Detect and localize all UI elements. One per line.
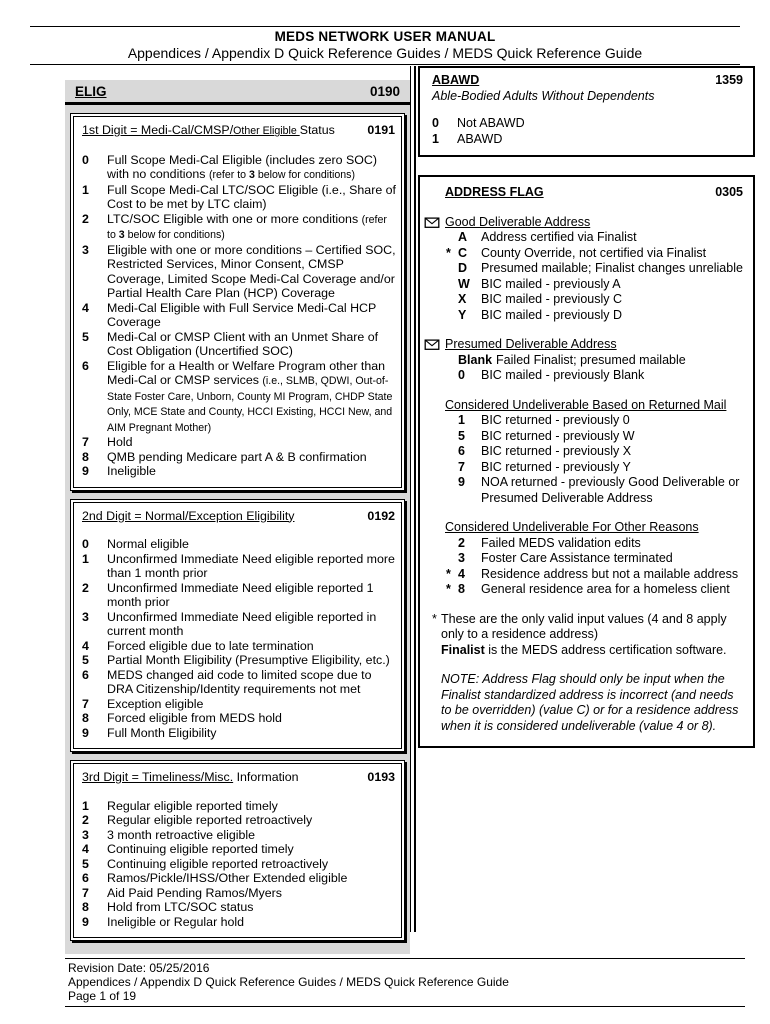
abawd-subtitle: Able-Bodied Adults Without Dependents (432, 88, 655, 103)
item-text (107, 183, 397, 212)
asterisk-marker: * (446, 245, 451, 260)
item-key: 5 (82, 329, 89, 344)
elig-label: ELIG (75, 84, 107, 99)
text-run: 3rd Digit = Timeliness/Misc. (82, 770, 234, 784)
list-item (80, 813, 397, 828)
text-run: QMB pending Medicare part A & B confirmation (107, 449, 367, 464)
item-text (481, 246, 743, 262)
text-run: NOA returned - previously Good Deliverable or Presumed Deliverable Address (481, 475, 740, 505)
item-key: 4 (82, 638, 89, 653)
list-item (80, 857, 397, 872)
address-flag-title: ADDRESS FLAG (445, 185, 544, 199)
item-text (107, 668, 397, 697)
item-text (107, 697, 397, 712)
list-item (80, 330, 397, 359)
list-item (80, 799, 397, 814)
text-run: Regular eligible reported timely (107, 798, 278, 813)
text-run: Failed Finalist; presumed mailable (496, 352, 686, 367)
item-key: 6 (458, 444, 465, 458)
envelope-icon (424, 338, 440, 351)
elig-boxes (65, 113, 410, 941)
section-heading: Considered Undeliverable For Other Reasons (445, 520, 699, 534)
abawd-title: ABAWD (432, 73, 480, 87)
text-run: 1st Digit = Medi-Cal/CMSP/ (82, 123, 234, 137)
item-key: X (458, 292, 467, 306)
envelope-icon (424, 216, 440, 229)
item-text (107, 842, 397, 857)
item-text (481, 261, 743, 277)
item-text (107, 871, 397, 886)
text-run: County Override, not certified via Finalist (481, 245, 707, 260)
text-run: 3 month retroactive eligible (107, 827, 256, 842)
footer-page-number: Page 1 of 19 (68, 989, 137, 1003)
item-key: 0 (458, 368, 465, 382)
text-run: Regular eligible reported retroactively (107, 813, 313, 827)
item-text (107, 537, 397, 552)
right-column (418, 66, 755, 748)
elig-panel (65, 80, 410, 954)
list-item (80, 842, 397, 857)
list-item (80, 668, 397, 697)
list-item (458, 429, 743, 445)
address-flag-header (445, 185, 743, 201)
item-text (107, 711, 397, 726)
text-run: ABAWD (457, 131, 503, 146)
text-run: Other Eligible (233, 125, 300, 137)
item-key: 7 (82, 435, 89, 449)
text-run: Continuing eligible reported retroactively (107, 856, 329, 871)
item-key: Y (458, 307, 467, 322)
text-run: Continuing eligible reported timely (107, 842, 294, 856)
text-run: Presumed mailable; Finalist changes unreliable (481, 261, 743, 275)
list-item (80, 726, 397, 741)
text-run: below for conditions) (124, 229, 225, 241)
list-item (80, 711, 397, 726)
list-item (80, 581, 397, 610)
address-flag-section (445, 337, 743, 384)
digit-box (70, 499, 405, 753)
item-key: 3 (82, 827, 89, 842)
item-key: 6 (82, 871, 89, 885)
text-run: Information (233, 770, 299, 784)
text-run: These are the only valid input values (4 and 8 apply only to a residence address) (441, 611, 727, 641)
address-flag-section (445, 398, 743, 507)
item-key: 1 (82, 182, 89, 197)
item-text (107, 886, 397, 901)
digit-box-inner (73, 763, 402, 938)
item-key: 9 (458, 475, 465, 489)
text-run: Hold (107, 435, 133, 449)
text-run: Medi-Cal Eligible with Full Service Medi-Cal HCP Coverage (107, 300, 377, 329)
text-run: Forced eligible due to late termination (107, 638, 314, 653)
address-flag-section (445, 215, 743, 324)
text-run: (refer to (208, 169, 249, 181)
item-text (481, 308, 743, 324)
address-flag-box (418, 175, 755, 748)
text-run: Status (299, 123, 335, 137)
text-run: BIC mailed - previously D (481, 307, 623, 322)
text-run: Not ABAWD (457, 116, 525, 130)
list-item (446, 566, 743, 583)
item-text (107, 653, 397, 668)
item-text (457, 132, 743, 148)
digit-box-code: 0191 (367, 123, 395, 137)
item-text (107, 243, 397, 301)
list-item (80, 697, 397, 712)
item-key: 2 (82, 211, 89, 226)
item-key: W (458, 276, 470, 291)
abawd-box (418, 66, 755, 157)
list-item (80, 153, 397, 183)
text-run: Forced eligible from MEDS hold (107, 711, 282, 725)
item-text (481, 230, 743, 246)
item-key: 0 (82, 152, 89, 167)
footer-bottom-rule (65, 1006, 745, 1007)
list-item (80, 450, 397, 465)
item-key: 3 (82, 242, 89, 257)
footer-top-rule (65, 958, 745, 959)
text-run: BIC returned - previously X (481, 444, 632, 458)
list-item (458, 413, 743, 429)
digit-box-title (82, 509, 294, 524)
text-run: Ramos/Pickle/IHSS/Other Extended eligible (107, 871, 348, 885)
item-text (107, 301, 397, 330)
list-item (80, 653, 397, 668)
item-key: 4 (82, 300, 89, 315)
item-text (481, 277, 743, 293)
item-key: A (458, 230, 468, 244)
text-run: BIC returned - previously Y (481, 459, 631, 474)
item-key: 9 (82, 464, 89, 478)
footer-revision-date: Revision Date: 05/25/2016 (68, 961, 210, 975)
list-item (80, 915, 397, 930)
digit-box (70, 760, 405, 941)
section-heading: Considered Undeliverable Based on Returned Mail (445, 397, 727, 412)
text-run: Full Month Eligibility (107, 725, 217, 740)
item-text (107, 915, 397, 930)
text-run: Medi-Cal or CMSP Client with an Unmet Share of Cost Obligation (Uncertified SOC) (107, 329, 379, 358)
address-flag-note (441, 672, 743, 734)
item-text (107, 857, 397, 872)
item-text (481, 567, 743, 583)
item-text (107, 900, 397, 915)
digit-box-title-row (80, 770, 397, 785)
list-item (80, 828, 397, 843)
list-item (458, 261, 743, 277)
asterisk-marker: * (432, 611, 437, 626)
list-item (80, 212, 397, 243)
list-item (80, 886, 397, 901)
item-text (107, 581, 397, 610)
item-text (107, 726, 397, 741)
list-item (458, 353, 743, 369)
item-text (107, 435, 397, 450)
asterisk-marker: * (446, 566, 451, 581)
text-run: Normal eligible (107, 537, 189, 551)
list-item (458, 475, 743, 506)
envelope-glyph (424, 338, 440, 351)
envelope-glyph (424, 216, 440, 229)
item-key: 8 (82, 900, 89, 914)
item-key: 9 (82, 725, 89, 740)
list-item (80, 435, 397, 450)
text-run: Address certified via Finalist (481, 230, 637, 244)
item-text (107, 552, 397, 581)
text-run: General residence area for a homeless client (481, 582, 730, 596)
list-item (458, 292, 743, 308)
item-text (457, 116, 743, 132)
item-key: 1 (82, 798, 89, 813)
item-text (481, 429, 743, 445)
list-item (446, 245, 743, 262)
item-key: 2 (458, 535, 465, 550)
item-text (496, 353, 743, 369)
text-run: Hold from LTC/SOC status (107, 900, 254, 914)
item-text (481, 444, 743, 460)
column-divider-thick (414, 66, 416, 932)
item-key: 4 (458, 566, 465, 581)
item-key: 8 (82, 449, 89, 464)
text-run: LTC/SOC Eligible with one or more conditions (107, 211, 362, 226)
list-item (458, 460, 743, 476)
item-key: 7 (82, 696, 89, 711)
text-run: Partial Month Eligibility (Presumptive Eligibility, etc.) (107, 653, 390, 667)
list-item (432, 132, 743, 148)
text-run: Ineligible or Regular hold (107, 914, 245, 929)
list-item (80, 464, 397, 479)
list-item (80, 552, 397, 581)
text-run: 3 (249, 169, 255, 181)
item-key: 0 (432, 116, 439, 130)
elig-header-bar (65, 80, 410, 105)
item-key: 5 (82, 856, 89, 871)
item-key: 9 (82, 914, 89, 929)
section-heading: Good Deliverable Address (445, 214, 591, 229)
digit-box-inner (73, 502, 402, 750)
item-key: 3 (458, 551, 465, 565)
header-top-rule (30, 26, 740, 27)
list-item (80, 243, 397, 301)
abawd-items (432, 116, 743, 147)
item-key: 8 (82, 711, 89, 725)
list-item (80, 537, 397, 552)
item-text (107, 153, 397, 183)
footer-path: Appendices / Appendix D Quick Reference Guides / MEDS Quick Reference Guide (68, 975, 509, 989)
text-run: Eligible for a Health or Welfare Program other than Medi-Cal or CMSP services (107, 358, 386, 387)
list-item (80, 301, 397, 330)
manual-title: MEDS NETWORK USER MANUAL (274, 29, 496, 44)
item-text (481, 582, 743, 598)
item-key: 2 (82, 580, 89, 595)
text-run: below for conditions) (254, 169, 356, 181)
item-key: 6 (82, 358, 89, 373)
text-run: 3 (118, 229, 125, 241)
item-text (481, 536, 743, 552)
text-run: Unconfirmed Immediate Need eligible reported in current month (107, 609, 377, 638)
list-item (458, 444, 743, 460)
item-key: C (458, 245, 468, 260)
text-run: (i.e., SLMB, QDWI, Out-of-State Foster Care, Unborn, County MI Program, CHDP State Only, MCE State and County, HCCI Existing, HCCI New, and AIM Pregnant Mother) (107, 375, 393, 434)
text-run: BIC mailed - previously C (481, 292, 623, 306)
item-key: 6 (82, 667, 89, 682)
list-item (446, 582, 743, 598)
digit-box-title-row (80, 509, 397, 524)
item-text (481, 368, 743, 384)
text-run: BIC returned - previously 0 (481, 413, 630, 427)
text-run: Unconfirmed Immediate Need eligible reported more than 1 month prior (107, 551, 395, 580)
digit-box-title-row (80, 123, 397, 139)
abawd-code: 1359 (715, 73, 743, 87)
text-run: Full Scope Medi-Cal LTC/SOC Eligible (i.e., Share of Cost to be met by LTC claim) (107, 182, 396, 211)
item-text (107, 799, 397, 814)
text-run: Exception eligible (107, 696, 204, 711)
digit-box-inner (73, 116, 402, 488)
digit-box-title (82, 123, 335, 139)
breadcrumb: Appendices / Appendix D Quick Reference Guides / MEDS Quick Reference Guide (127, 45, 643, 61)
text-run: 2nd Digit = Normal/Exception Eligibility (82, 508, 295, 523)
item-text (481, 460, 743, 476)
list-item (432, 116, 743, 132)
digit-box (70, 113, 405, 491)
list-item (458, 308, 743, 324)
item-key: 7 (82, 885, 89, 900)
list-item (458, 368, 743, 384)
digit-box-title (82, 770, 299, 785)
text-run: MEDS changed aid code to limited scope due to DRA Citizenship/Identity requirements not met (107, 667, 372, 696)
item-text (481, 475, 743, 506)
text-run: Unconfirmed Immediate Need eligible reported 1 month prior (107, 580, 374, 609)
item-key: D (458, 261, 468, 275)
digit-box-code: 0192 (367, 508, 395, 523)
footnote (432, 643, 743, 659)
item-text (107, 450, 397, 465)
list-item (458, 230, 743, 246)
abawd-header (432, 73, 743, 89)
address-flag-sections (432, 215, 743, 598)
text-run: (refer to (107, 213, 387, 241)
address-flag-section (445, 520, 743, 598)
item-key: 4 (82, 842, 89, 856)
item-key: 1 (458, 413, 465, 427)
text-run: NOTE: Address Flag should only be input when the Finalist standardized address is incorrect (and needs to be overridden) (value C) or for a residence address when it is considered undeliverable (value 4 or 8). (441, 672, 739, 733)
text-run: Aid Paid Pending Ramos/Myers (107, 885, 282, 900)
digit-box-code: 0193 (367, 770, 395, 784)
list-item (80, 900, 397, 915)
list-item (458, 536, 743, 552)
list-item (80, 871, 397, 886)
item-text (107, 464, 397, 479)
column-divider-thin (410, 66, 411, 932)
list-item (80, 610, 397, 639)
item-key: 3 (82, 609, 89, 624)
item-key: 7 (458, 459, 465, 474)
address-flag-footnotes (432, 612, 743, 659)
text-run: Residence address but not a mailable address (481, 566, 739, 581)
asterisk-marker: * (446, 582, 451, 596)
text-run: Eligible with one or more conditions – Certified SOC, Restricted Services, Minor Consent, CMSP Coverage, Limited Scope Medi-Cal Coverage and/or Partial Health Care Plan (HCP) Coverage (107, 242, 396, 300)
item-key: 0 (82, 537, 89, 551)
section-heading: Presumed Deliverable Address (445, 337, 617, 351)
item-key: 5 (458, 428, 465, 443)
list-item (80, 359, 397, 436)
text-run: BIC mailed - previously A (481, 276, 621, 291)
text-run: Full Scope Medi-Cal Eligible (includes zero SOC) with no conditions (107, 152, 377, 181)
item-text (107, 813, 397, 828)
header-bottom-rule (30, 64, 740, 65)
item-key: Blank (458, 352, 493, 367)
item-text (481, 551, 743, 567)
item-text (107, 212, 397, 243)
list-item (458, 277, 743, 293)
list-item (80, 183, 397, 212)
address-flag-code: 0305 (715, 185, 743, 199)
text-run: BIC mailed - previously Blank (481, 368, 645, 382)
item-text (107, 359, 397, 436)
text-run: Ineligible (107, 464, 156, 478)
item-text (481, 413, 743, 429)
item-key: 1 (82, 551, 89, 566)
item-text (107, 610, 397, 639)
item-key: 5 (82, 653, 89, 667)
item-text (107, 639, 397, 654)
item-text (107, 330, 397, 359)
item-key: 8 (458, 582, 465, 596)
item-key: 1 (432, 131, 439, 146)
elig-code: 0190 (369, 84, 400, 99)
footnote (432, 612, 743, 643)
text-run: Finalist (441, 642, 485, 657)
item-text (107, 828, 397, 843)
text-run: Failed MEDS validation edits (481, 535, 641, 550)
text-run: BIC returned - previously W (481, 428, 635, 443)
text-run: Foster Care Assistance terminated (481, 551, 673, 565)
text-run: is the MEDS address certification software. (484, 642, 727, 657)
list-item (80, 639, 397, 654)
list-item (458, 551, 743, 567)
item-text (481, 292, 743, 308)
item-key: 2 (82, 813, 89, 827)
